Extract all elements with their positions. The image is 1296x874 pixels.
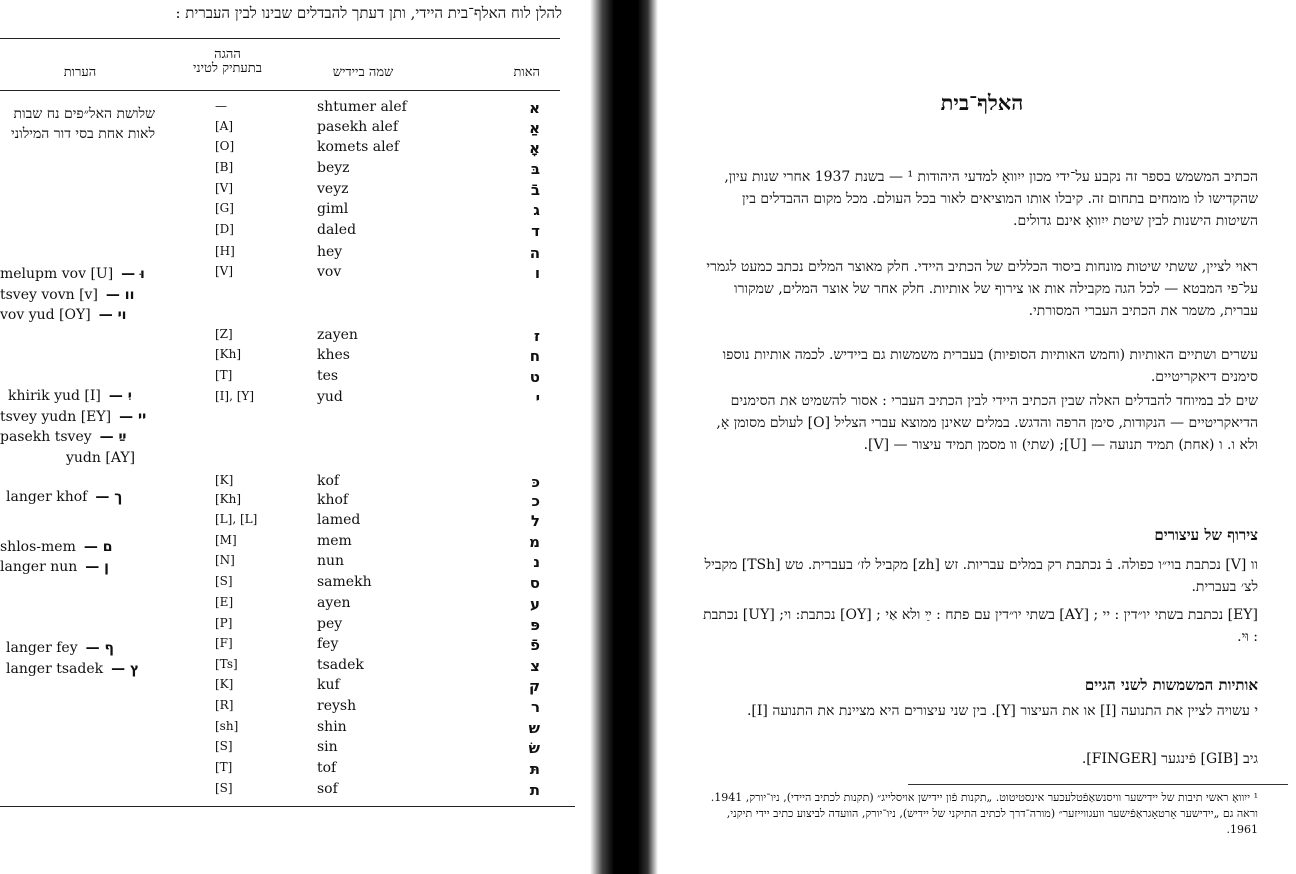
note-item [0, 307, 127, 323]
table-row [0, 595, 580, 615]
row-transliteration: [B] [215, 160, 234, 174]
note-hebrew-form: — ץ [111, 661, 140, 677]
table-row [0, 119, 580, 139]
row-letter: אַ [529, 119, 540, 137]
row-letter: ס [529, 574, 540, 592]
left-page [0, 0, 580, 874]
row-letter: ג [533, 201, 540, 219]
paragraph-2: ראוי לציין, ששתי שיטות מונחות ביסוד הכללים של הכתיב היידי. חלק מאוצר המלים נכתב כמעט לגמרי על־פי המבטא — לכל הגה מקבילה אות או צירוף של אותיות. חלק אחר של אוצר המלים, שמקורו עברית, משמר את הכתיב העברי המסורתי. [706, 259, 1258, 319]
paragraph-1: הכתיב המשמש בספר זה נקבע על־ידי מכון ייִוואָ למדעי היהודות ¹ — בשנת 1937 אחרי שנות עיון, שהקדישו לו מומחים בתחום זה. קיבלו אותו המוציאים לאור בכל העולם. מכל מקום ההבדלים בין השיטות הישנות לבין שיטת ייִוואָ אינם גדולים. [724, 169, 1258, 229]
note-hebrew-form: — יִ [108, 388, 132, 404]
table-row [0, 368, 580, 388]
row-transliteration: [V] [215, 181, 234, 195]
table-row [0, 677, 580, 697]
note-text: langer nun [0, 559, 78, 575]
note-item [0, 539, 112, 555]
book-spine-shadow [590, 0, 658, 874]
row-letter: ת [529, 781, 540, 799]
note-text: tsvey vovn [v] [0, 287, 98, 303]
table-row [0, 201, 580, 221]
row-transliteration: [T] [215, 760, 233, 774]
alef-note: שלושת האל״פים נח שבות לאות אחת בסי דור המילוני [10, 106, 155, 142]
paragraph-3: עשרים ושתיים האותיות (וחמש האותיות הסופיות) בעברית משמשות גם ביידיש. לכמה אותיות נוספו סימנים דיאקריטיים. [722, 347, 1258, 385]
note-item [6, 489, 122, 505]
row-letter: פּ [530, 616, 540, 634]
paragraph-5: וו [V] נכתבת בוי״ו כפולה. בֿ נכתבת רק במלים עבריות. זש [zh] מקביל לז׳ בעברית. טש [TSh] מקביל לצ׳ בעברית. [704, 557, 1258, 595]
row-transliteration: [S] [215, 781, 233, 795]
row-yiddish-name: shin [317, 719, 347, 735]
row-transliteration: [N] [215, 553, 235, 567]
table-row [0, 739, 580, 759]
row-letter: ל [530, 512, 540, 530]
row-letter: י [535, 389, 540, 407]
header-rule [0, 90, 560, 91]
row-yiddish-name: zayen [317, 327, 358, 343]
note-hebrew-form: — וי [98, 307, 127, 323]
table-row [0, 698, 580, 718]
row-transliteration: [I], [Y] [215, 389, 255, 403]
note-text: langer khof [6, 489, 88, 505]
row-yiddish-name: veyz [317, 181, 349, 197]
row-transliteration: — [215, 99, 227, 113]
table-bottom-rule [0, 806, 575, 807]
note-text: tsvey yudn [EY] [0, 409, 112, 425]
row-yiddish-name: komets alef [317, 139, 400, 155]
note-item [0, 266, 145, 282]
footnote-rule [908, 784, 1288, 785]
row-transliteration: [V] [215, 264, 234, 278]
row-transliteration: [A] [215, 119, 234, 133]
row-transliteration: [F] [215, 636, 233, 650]
row-yiddish-name: hey [317, 244, 343, 260]
row-yiddish-name: nun [317, 553, 345, 569]
row-transliteration: [H] [215, 244, 235, 258]
row-letter: ר [530, 698, 540, 716]
row-letter: בּ [530, 160, 540, 178]
table-row [0, 512, 580, 532]
row-transliteration: [D] [215, 222, 234, 236]
row-yiddish-name: khof [317, 492, 349, 508]
table-top-rule [0, 38, 560, 39]
row-letter: מ [529, 533, 540, 551]
table-row [0, 347, 580, 367]
note-hebrew-form: — ײַ [99, 429, 126, 445]
note-text: vov yud [OY] [0, 307, 91, 323]
row-letter: פֿ [530, 636, 540, 654]
note-text: shlos-mem [0, 539, 76, 555]
row-transliteration: [L], [L] [215, 512, 258, 526]
row-yiddish-name: lamed [317, 512, 361, 528]
header-yiddish-name: שמה ביידיש [332, 65, 394, 80]
note-item [66, 450, 143, 466]
row-yiddish-name: daled [317, 222, 357, 238]
header-pronunciation-line2: בתעתיק לטיני [193, 61, 262, 76]
row-yiddish-name: mem [317, 533, 352, 549]
note-text: langer tsadek [6, 661, 104, 677]
note-text: melupm vov [U] [0, 266, 114, 282]
note-item [0, 429, 126, 445]
row-transliteration: [S] [215, 574, 233, 588]
table-row [0, 181, 580, 201]
paragraph-7: י עשויה לציין את התנועה [I] או את העיצור [Y]. בין שני עיצורים היא מציינת את התנועה [I]. [746, 703, 1258, 719]
note-text: yudn [AY] [66, 450, 136, 466]
row-yiddish-name: reysh [317, 698, 357, 714]
row-yiddish-name: tsadek [317, 657, 364, 673]
row-letter: תּ [529, 760, 540, 778]
note-item [0, 409, 146, 425]
row-yiddish-name: yud [317, 389, 343, 405]
row-transliteration: [R] [215, 698, 234, 712]
row-transliteration: [P] [215, 616, 233, 630]
row-letter: ח [529, 347, 540, 365]
table-row [0, 160, 580, 180]
row-yiddish-name: tes [317, 368, 339, 384]
heading-dual-letters: אותיות המשמשות לשני הגיים [1084, 676, 1258, 694]
note-hebrew-form: — ך [95, 489, 123, 505]
row-yiddish-name: shtumer alef [317, 99, 407, 115]
note-hebrew-form: — ם [83, 539, 113, 555]
note-hebrew-form: — ן [85, 559, 109, 575]
header-pronunciation-line1: ההגה [214, 47, 241, 62]
row-letter: ז [533, 327, 540, 345]
row-transliteration: [T] [215, 368, 233, 382]
table-row [0, 139, 580, 159]
row-transliteration: [K] [215, 677, 234, 691]
row-letter: א [529, 99, 540, 117]
table-row [0, 244, 580, 264]
row-letter: ש [528, 719, 540, 737]
note-hebrew-form: — ף [85, 640, 114, 656]
table-row [0, 222, 580, 242]
row-letter: כּ [531, 473, 540, 491]
note-text: langer fey [6, 640, 78, 656]
table-row [0, 719, 580, 739]
row-yiddish-name: sin [317, 739, 338, 755]
row-transliteration: [G] [215, 201, 234, 215]
row-yiddish-name: fey [317, 636, 339, 652]
row-transliteration: [sh] [215, 719, 239, 733]
row-yiddish-name: kuf [317, 677, 340, 693]
paragraph-4: שים לב במיוחד להבדלים האלה שבין הכתיב היידי לבין הכתיב העברי : אסור להשמיט את הסימנים הדיאקריטיים — הנקודות, סימן הרפה והדגש. במלים שאינן ממוצא עברי הצליל [O] לעולם מסומן אָ, ולא ו. ו (אחת) תמיד תנועה — [U]; (שתי) וו מסמן תמיד עיצור — [V]. [716, 393, 1258, 453]
row-yiddish-name: ayen [317, 595, 351, 611]
note-item [8, 388, 132, 404]
row-transliteration: [K] [215, 473, 234, 487]
row-letter: ק [528, 677, 540, 695]
note-hebrew-form: — וו [105, 287, 135, 303]
header-letter: האות [513, 65, 540, 80]
table-row [0, 574, 580, 594]
note-text: khirik yud [I] [8, 388, 101, 404]
table-row [0, 760, 580, 780]
row-transliteration: [O] [215, 139, 235, 153]
row-transliteration: [Kh] [215, 492, 242, 506]
row-letter: צ [530, 657, 540, 675]
note-item [0, 287, 134, 303]
row-yiddish-name: vov [317, 264, 342, 280]
row-yiddish-name: giml [317, 201, 349, 217]
row-yiddish-name: kof [317, 473, 340, 489]
table-row [0, 781, 580, 801]
row-transliteration: [M] [215, 533, 237, 547]
page-title: האלף־בית [940, 90, 1024, 115]
row-yiddish-name: samekh [317, 574, 372, 590]
row-letter: כ [531, 492, 540, 510]
table-row [0, 327, 580, 347]
note-hebrew-form: — וּ [121, 266, 145, 282]
row-yiddish-name: tof [317, 760, 337, 776]
table-intro: להלן לוח האלף־בית היידי, ותן דעתך להבדלים שבינו לבין העברית : [175, 4, 562, 22]
row-transliteration: [E] [215, 595, 234, 609]
note-text: pasekh tsvey [0, 429, 92, 445]
row-letter: אָ [529, 139, 540, 157]
row-transliteration: [S] [215, 739, 233, 753]
row-letter: שׂ [528, 739, 540, 757]
row-letter: ו [534, 264, 540, 282]
table-row [0, 616, 580, 636]
paragraph-6: [EY] נכתבת בשתי יו״דין : יי ; [AY] בשתי יו״דין עם פתח : ײַ ולא אַי ; [OY] נכתבת: וי; [UY] נכתבת : וּי. [703, 607, 1258, 645]
row-transliteration: [Z] [215, 327, 233, 341]
row-yiddish-name: beyz [317, 160, 350, 176]
note-item [0, 559, 109, 575]
row-yiddish-name: sof [317, 781, 338, 797]
row-transliteration: [Ts] [215, 657, 238, 671]
row-letter: ד [531, 222, 540, 240]
table-row [0, 99, 580, 119]
header-notes: הערות [63, 65, 97, 80]
note-hebrew-form: — יי [119, 409, 147, 425]
note-item [6, 640, 114, 656]
row-letter: ע [530, 595, 540, 613]
footnote: ¹ ייִוואָ ראשי תיבות של יידישער וויסנשאַפֿטלעכער אינסטיטוט. „תקנות פֿון יידישן אויסלייג״ (תקנות לכתיב היידי), ניו־יורק, 1941. וראה גם „יידישער אָרטאָגראַפֿישער וועגווייזער״ (מורה־דרך לכתיב התיקני של יידיש), ניו־יורק, הוועדה לביצוע כתיב יידי תיקני, 1961. [710, 791, 1258, 836]
row-letter: נ [533, 553, 540, 571]
row-yiddish-name: pasekh alef [317, 119, 399, 135]
row-letter: ט [529, 368, 540, 386]
row-letter: ה [529, 244, 540, 262]
row-transliteration: [Kh] [215, 347, 242, 361]
header-pronunciation [165, 48, 290, 76]
row-yiddish-name: pey [317, 616, 343, 632]
note-item [6, 661, 139, 677]
row-yiddish-name: khes [317, 347, 350, 363]
row-letter: בֿ [530, 181, 540, 199]
right-page [668, 0, 1296, 874]
paragraph-8: גיב [GIB] פֿינגער [FINGER]. [1081, 751, 1258, 767]
heading-consonant-clusters: צירוף של עיצורים [1154, 526, 1258, 544]
